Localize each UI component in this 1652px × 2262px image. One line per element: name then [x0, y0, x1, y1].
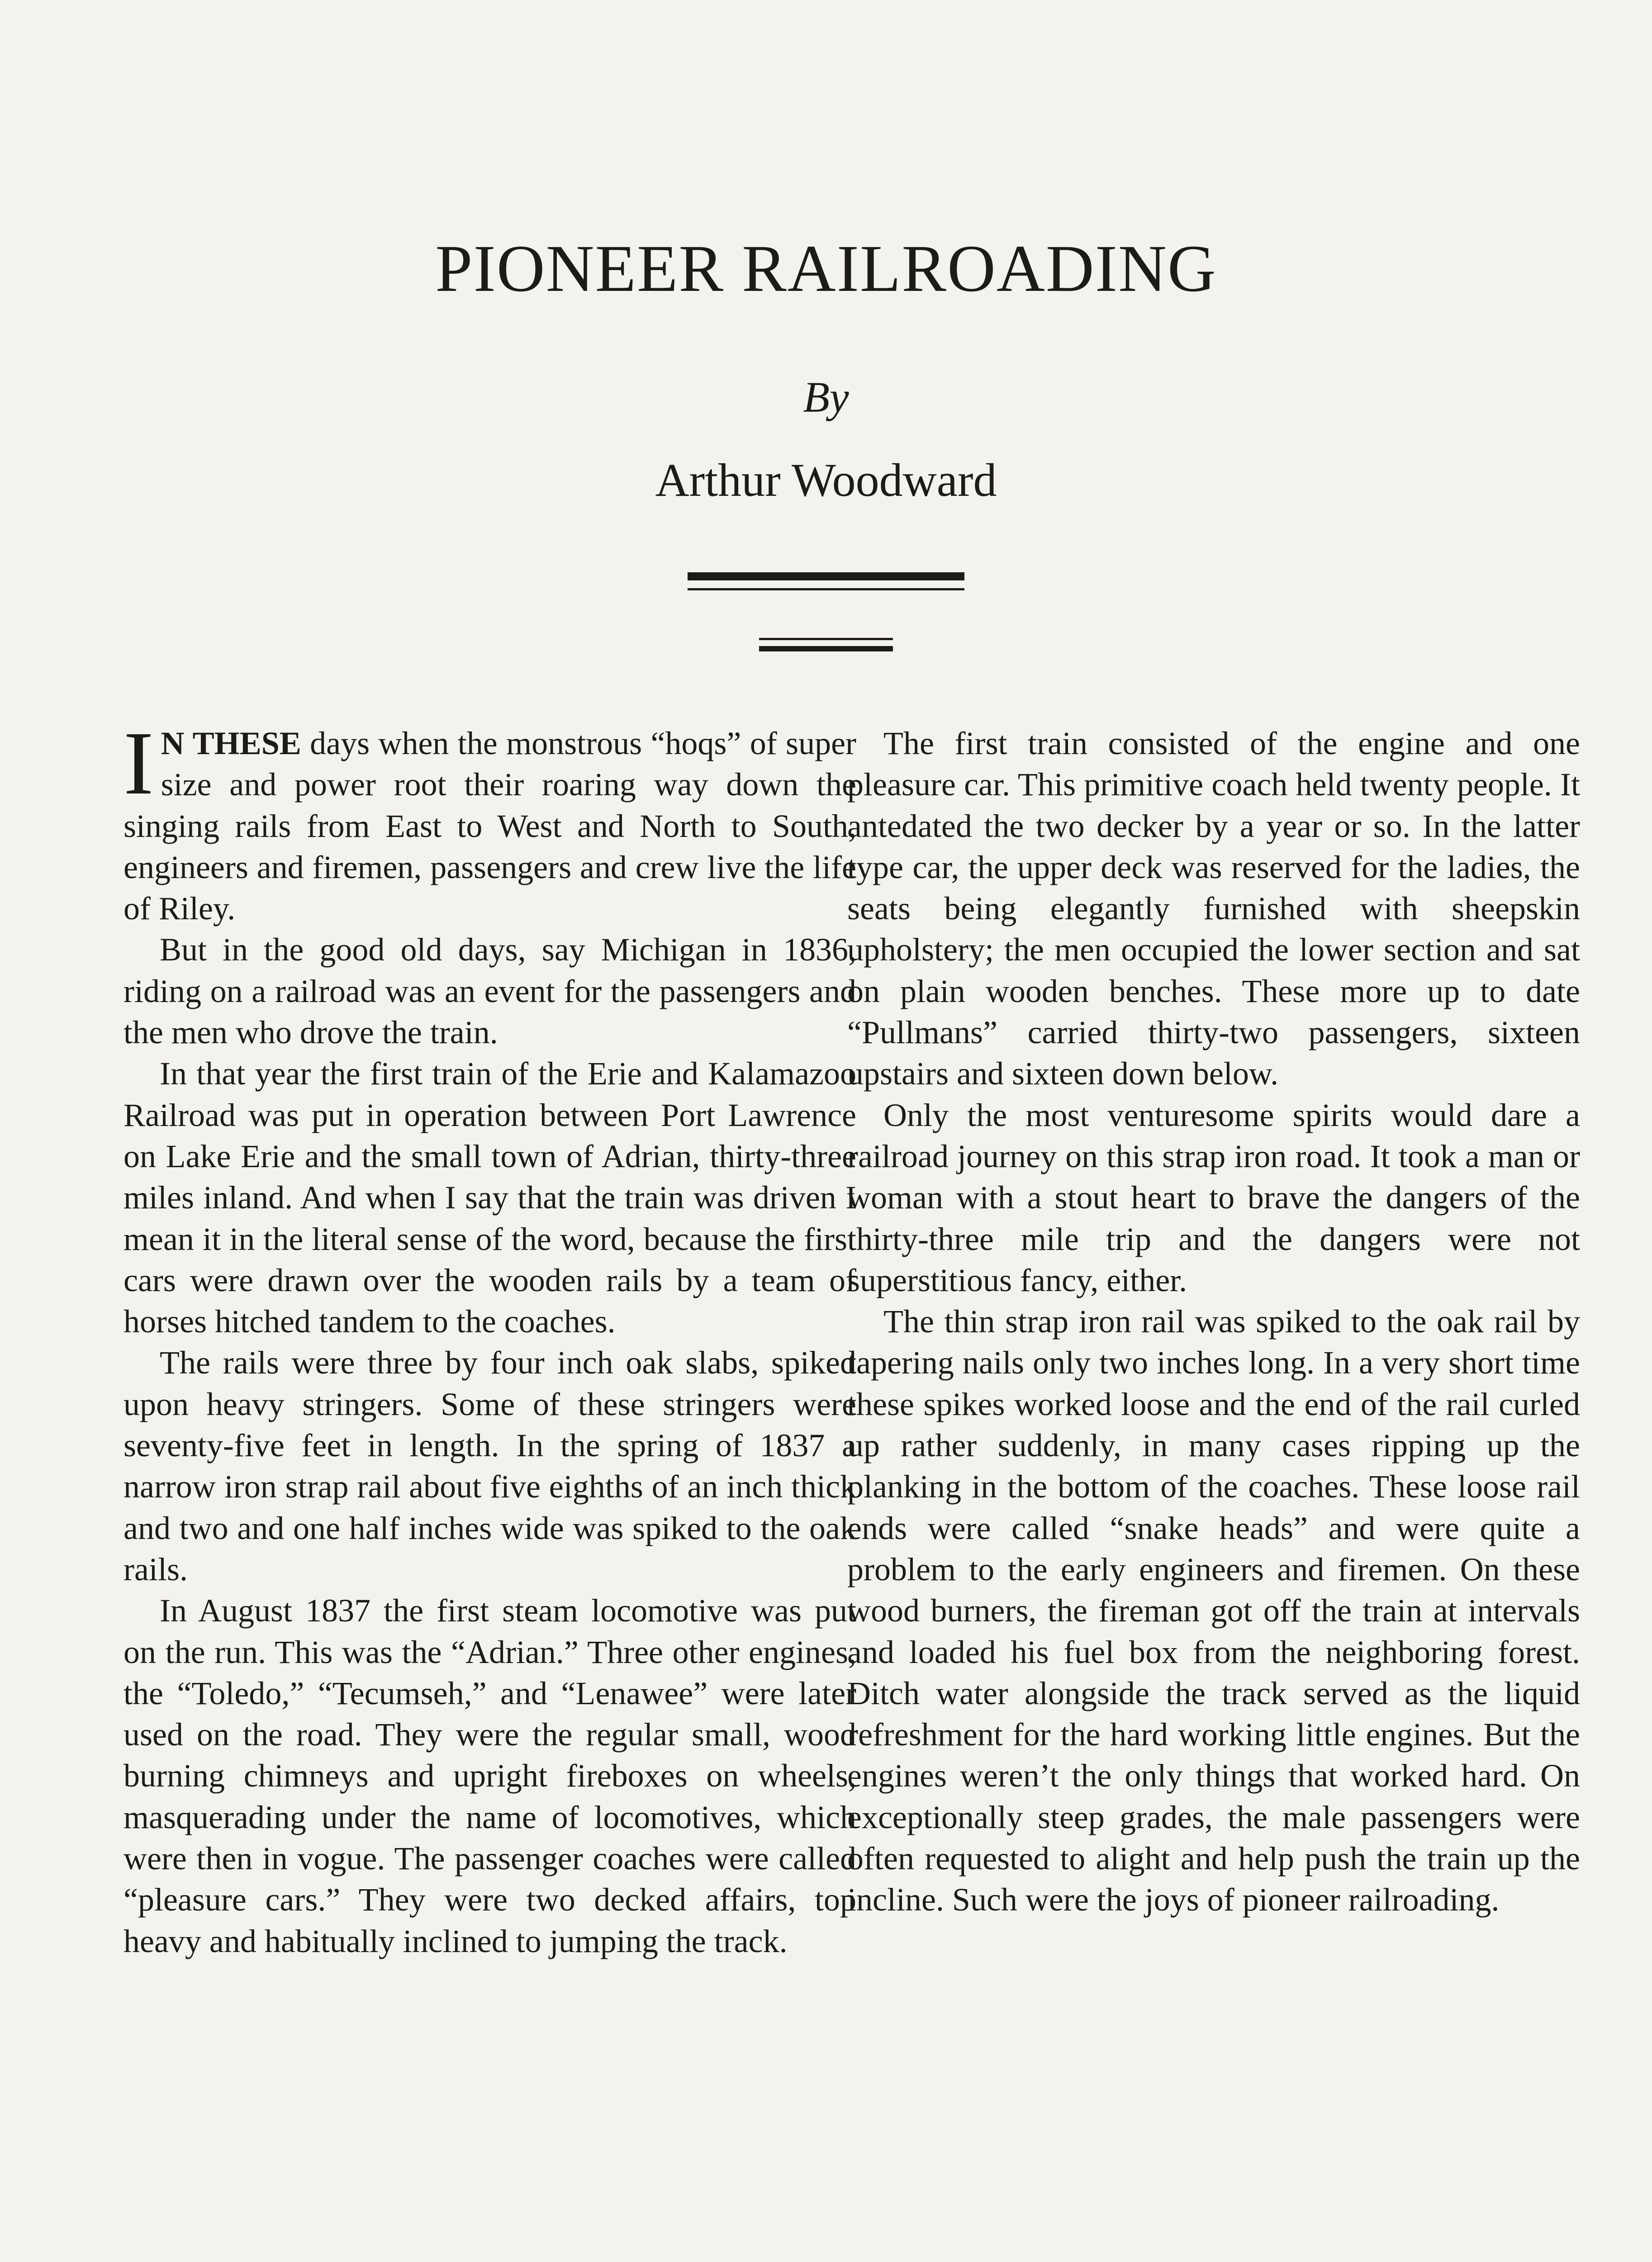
paragraph: Only the most venturesome spirits would dare a railroad journey on this strap iron road. It took a man or woman with a stout heart to brave the dangers of the thirty-three mile trip and the dangers were not superstitious fancy, either.: [847, 1097, 1580, 1298]
rule-thick-upper: [688, 572, 964, 580]
rule-thin-lower: [759, 638, 893, 640]
lead-in: N THESE: [161, 725, 301, 761]
author-name: Arthur Woodward: [655, 454, 997, 506]
paragraph: The thin strap iron rail was spiked to the oak rail by tapering nails only two inches long. In a very short time these spikes worked loose and the end of the rail curled up rather suddenly, in many cases ripping up the planking in the bottom of the coaches. These loose rail ends were called “snake heads” and were quite a problem to the early engineers and firemen. On these wood burners, the fireman got off the train at intervals and loaded his fuel box from the neighboring forest. Ditch water alongside the track served as the liquid refreshment for the hard working little engines. But the engines weren’t the only things that worked hard. On exceptionally steep grades, the male passengers were often requested to alight and help push the train up the incline. Such were the joys of pioneer railroading.: [847, 1303, 1580, 1918]
paragraph: The rails were three by four inch oak slabs, spiked upon heavy stringers. Some of these stringers were seventy-five feet in length. In the spring of 1837 a narrow iron strap rail about five eighths of an inch thick and two and one half inches wide was spiked to the oak rails.: [123, 1345, 856, 1587]
rule-thin-upper: [688, 588, 964, 590]
byline: By: [803, 373, 849, 421]
paragraph: In that year the first train of the Erie and Kalamazoo Railroad was put in operation between Port Lawrence on Lake Erie and the small town of Adrian, thirty-three miles inland. And when I say that the train was driven I mean it in the literal sense of the word, because the first cars were drawn over the wooden rails by a team of horses hitched tandem to the coaches.: [123, 1055, 856, 1340]
paragraph: [123, 713, 857, 929]
column-left: [123, 713, 857, 1962]
article-title: PIONEER RAILROADING: [435, 232, 1217, 306]
paragraph-text: days when the monstrous “hoqs” of super size and power root their roaring way down the singing rails from East to West and North to South, engineers and firemen, passengers and crew live the life of Riley.: [123, 725, 857, 927]
rule-thick-lower: [759, 646, 893, 651]
drop-cap: I: [123, 713, 154, 813]
column-right: [847, 723, 1580, 1921]
paragraph: But in the good old days, say Michigan in 1836, riding on a railroad was an event for the passengers and the men who drove the train.: [123, 931, 856, 1051]
paragraph: The first train consisted of the engine and one pleasure car. This primitive coach held twenty people. It antedated the two decker by a year or so. In the latter type car, the upper deck was reserved for the ladies, the seats being elegantly furnished with sheepskin upholstery; the men occupied the lower section and sat on plain wooden benches. These more up to date “Pullmans” carried thirty-two passengers, sixteen upstairs and sixteen down below.: [847, 725, 1580, 1092]
paragraph: In August 1837 the first steam locomotive was put on the run. This was the “Adrian.” Three other engines, the “Toledo,” “Tecumseh,” and “Lenawee” were later used on the road. They were the regular small, wood burning chimneys and upright fireboxes on wheels, masquerading under the name of locomotives, which were then in vogue. The passenger coaches were called “pleasure cars.” They were two decked affairs, top heavy and habitually inclined to jumping the track.: [123, 1592, 856, 1959]
